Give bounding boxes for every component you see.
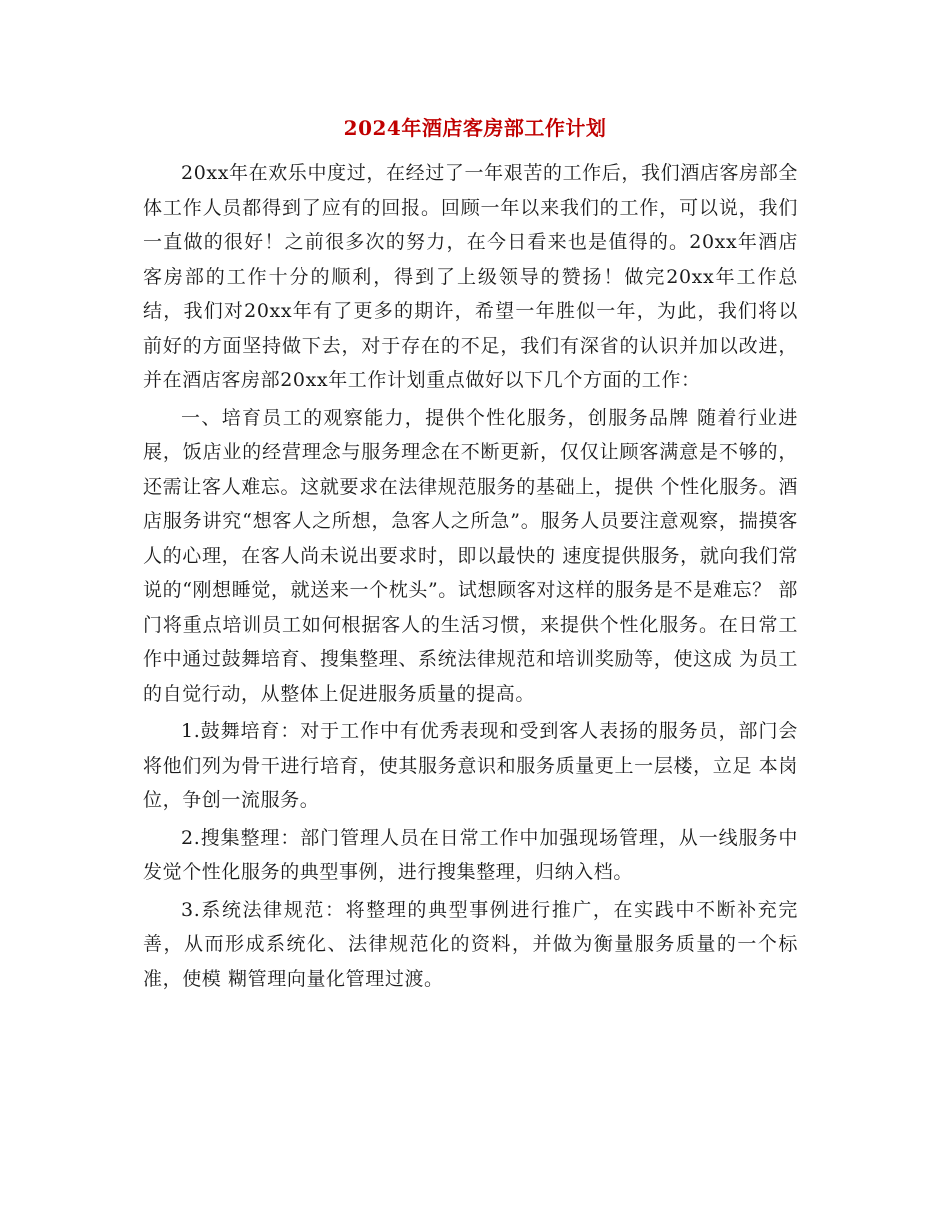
paragraph-item-1: 1.鼓舞培育：对于工作中有优秀表现和受到客人表扬的服务员，部门会将他们列为骨干进行培育，使其服务意识和服务质量更上一层楼，立足 本岗位，争创一流服务。 — [143, 720, 798, 811]
document-body — [143, 156, 798, 999]
paragraph-section-1: 一、培育员工的观察能力，提供个性化服务，创服务品牌 随着行业进展，饭店业的经营理念与服务理念在不断更新，仅仅让顾客满意是不够的，还需让客人难忘。这就要求在法律规范服务的基础上，提供 个性化服务。酒店服务讲究“想客人之所想，急客人之所急”。服务人员要注意观察，揣摸客人的心理，在客人尚未说出要求时，即以最快的 速度提供服务，就向我们常说的“刚想睡觉，就送来一个枕头”。试想顾客对这样的服务是不是难忘？ 部门将重点培训员工如何根据客人的生活习惯，来提供个性化服务。在日常工作中通过鼓舞培育、搜集整理、系统法律规范和培训奖励等，使这成 为员工的自觉行动，从整体上促进服务质量的提高。 — [143, 406, 798, 705]
paragraph-item-3: 3.系统法律规范：将整理的典型事例进行推广，在实践中不断补充完善，从而形成系统化、法律规范化的资料，并做为衡量服务质量的一个标准，使模 糊管理向量化管理过渡。 — [143, 898, 798, 990]
document-title: 2024年酒店客房部工作计划 — [343, 116, 607, 140]
paragraph-intro: 20xx年在欢乐中度过，在经过了一年艰苦的工作后，我们酒店客房部全体工作人员都得到了应有的回报。回顾一年以来我们的工作，可以说，我们一直做的很好！之前很多次的努力，在今日看来也是值得的。20xx年酒店客房部的工作十分的顺利，得到了上级领导的赞扬！做完20xx年工作总结，我们对20xx年有了更多的期许，希望一年胜似一年，为此，我们将以前好的方面坚持做下去，对于存在的不足，我们有深省的认识并加以改进，并在酒店客房部20xx年工作计划重点做好以下几个方面的工作： — [143, 162, 798, 391]
paragraph-item-2: 2.搜集整理：部门管理人员在日常工作中加强现场管理，从一线服务中发觉个性化服务的典型事例，进行搜集整理，归纳入档。 — [143, 826, 798, 883]
